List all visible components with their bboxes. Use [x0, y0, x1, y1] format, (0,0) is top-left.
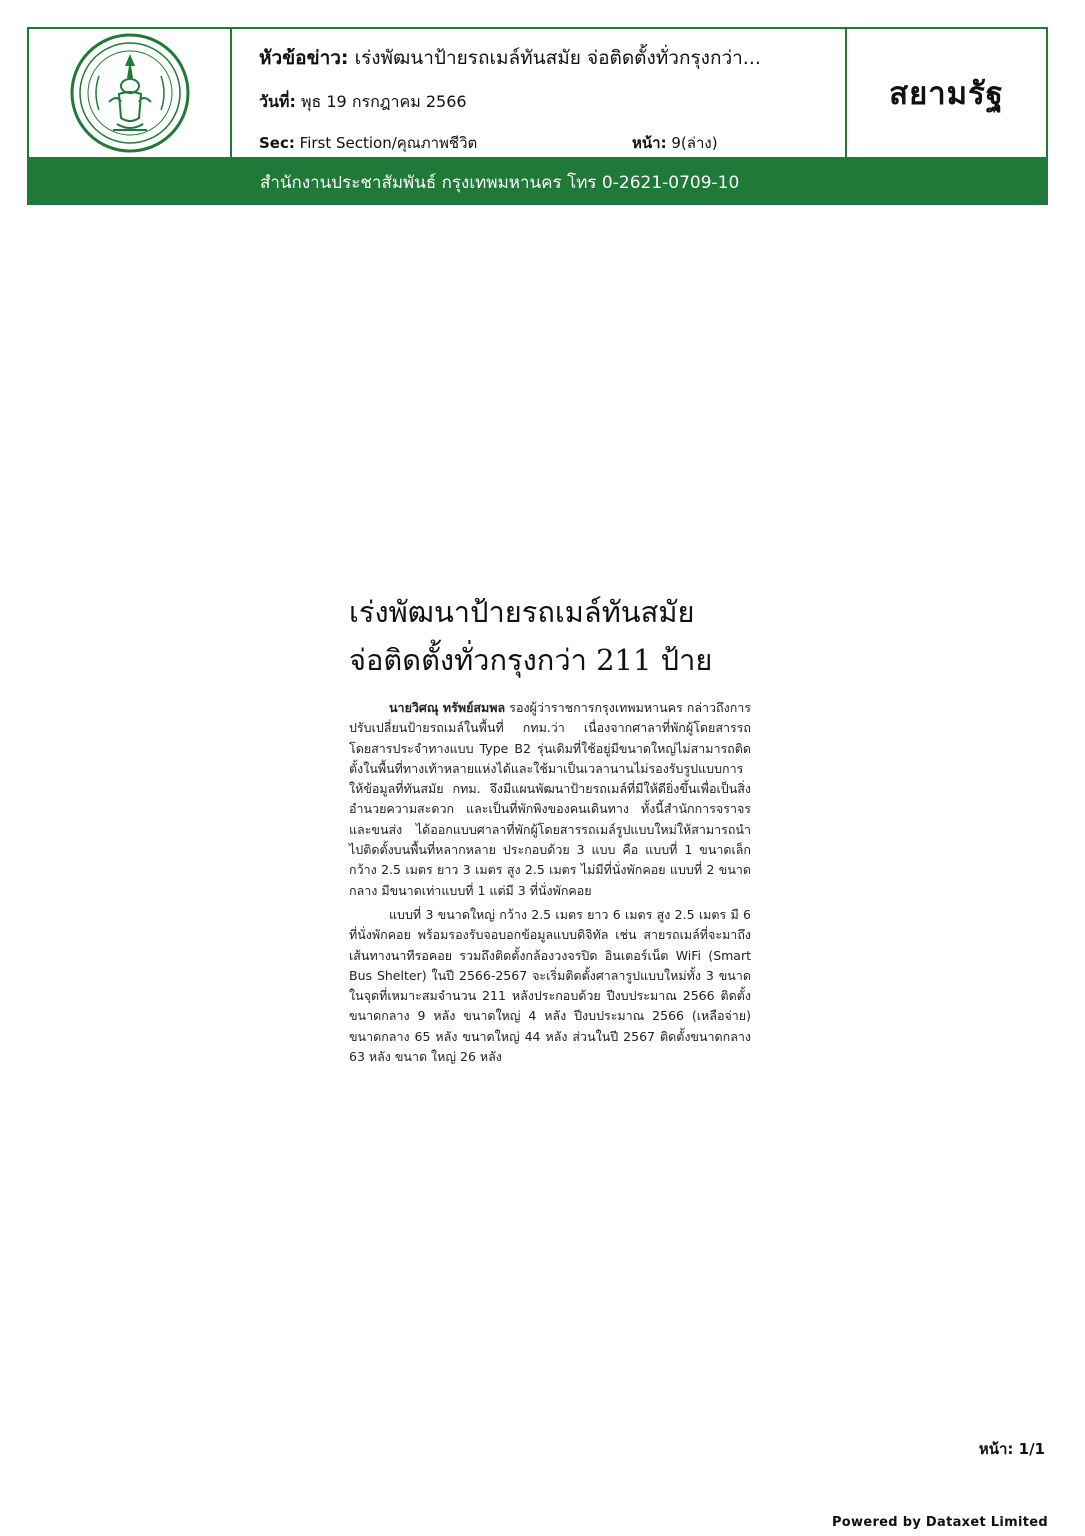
headline-value: เร่งพัฒนาป้ายรถเมล์ทันสมัย จ่อติดตั้งทั่วกรุงกว่า... [354, 47, 761, 69]
article [349, 588, 751, 1067]
article-paragraph-2: แบบที่ 3 ขนาดใหญ่ กว้าง 2.5 เมตร ยาว 6 เมตร สูง 2.5 เมตร มี 6 ที่นั่งพักคอย พร้อมรองรับจอบอกข้อมูลแบบดิจิทัล เช่น สายรถเมล์ที่จะมาถึงเส้นทางนาทีรอคอย รวมถึงติดตั้งกล้องวงจรปิด อินเตอร์เน็ต WiFi (Smart Bus Shelter) ในปี 2566-2567 จะเริ่มติดตั้งศาลารูปแบบใหม่ทั้ง 3 ขนาดในจุดที่เหมาะสมจำนวน 211 หลังประกอบด้วย ปีงบประมาณ 2566 ติดตั้งขนาดกลาง 9 หลัง ขนาดใหญ่ 4 หลัง ปีงบประมาณ 2566 (เหลือจ่าย) ขนาดกลาง 65 หลัง ขนาดใหญ่ 44 หลัง ส่วนในปี 2567 ติดตั้งขนาดกลาง 63 หลัง ขนาด ใหญ่ 26 หลัง [349, 906, 751, 1065]
lead-name: นายวิศณุ ทรัพย์สมพล [389, 700, 506, 715]
page-ref [632, 131, 718, 155]
article-title [349, 588, 751, 684]
section-value: First Section/คุณภาพชีวิต [299, 134, 478, 152]
article-title-line-1: เร่งพัฒนาป้ายรถเมล์ทันสมัย [349, 595, 695, 629]
publication-cell [847, 29, 1046, 157]
date-row [259, 90, 845, 115]
article-title-line-2: จ่อติดตั้งทั่วกรุงกว่า 211 ป้าย [349, 643, 713, 677]
headline-row [259, 43, 845, 73]
publication-name: สยามรัฐ [889, 76, 1004, 112]
page-value: 9(ล่าง) [671, 134, 718, 152]
section-label: Sec: [259, 134, 295, 152]
contact-banner [27, 159, 1048, 205]
bangkok-seal-icon [69, 32, 191, 154]
date-label: วันที่: [259, 92, 296, 111]
page-label: หน้า: [632, 134, 667, 152]
paragraph-1-text: รองผู้ว่าราชการกรุงเทพมหานคร กล่าวถึงการปรับเปลี่ยนป้ายรถเมล์ในพื้นที่ กทม.ว่า เนื่องจากศาลาที่พักผู้โดยสารรถโดยสารประจำทางแบบ Type B2 รุ่นเดิมที่ใช้อยู่มีขนาดใหญ่ไม่สามารถติดตั้งในพื้นที่ทางเท้าหลายแห่งได้และใช้มาเป็นเวลานานไม่รองรับรูปแบบการให้ข้อมูลที่ทันสมัย กทม. จึงมีแผนพัฒนาป้ายรถเมล์ที่มีให้ดียิ่งขึ้นเพื่อเป็นสิ่งอำนวยความสะดวก และเป็นที่พักพิงของคนเดินทาง ทั้งนี้สำนักการจราจรและขนส่ง ได้ออกแบบศาลาที่พักผู้โดยสารรถเมล์รูปแบบใหม่ให้สามารถนำไปติดตั้งบนพื้นที่หลากหลาย ประกอบด้วย 3 แบบ คือ แบบที่ 1 ขนาดเล็ก กว้าง 2.5 เมตร ยาว 3 เมตร สูง 2.5 เมตร ไม่มีที่นั่งพักคอย แบบที่ 2 ขนาดกลาง มีขนาดเท่าแบบที่ 1 แต่มี 3 ที่นั่งพักคอย [349, 700, 751, 898]
article-body [349, 698, 751, 1067]
powered-by: Powered by Dataxet Limited [831, 1515, 1048, 1530]
headline-label: หัวข้อข่าว: [259, 47, 349, 69]
page-indicator: หน้า: 1/1 [978, 1440, 1045, 1458]
article-paragraph-1 [349, 698, 751, 901]
date-value: พุธ 19 กรกฎาคม 2566 [300, 92, 467, 111]
logo-cell [29, 29, 232, 157]
clipping-header [27, 27, 1048, 159]
section-row [259, 131, 845, 155]
contact-banner-text: สำนักงานประชาสัมพันธ์ กรุงเทพมหานคร โทร 0-2621-0709-10 [260, 172, 740, 193]
clipping-info [232, 29, 847, 157]
